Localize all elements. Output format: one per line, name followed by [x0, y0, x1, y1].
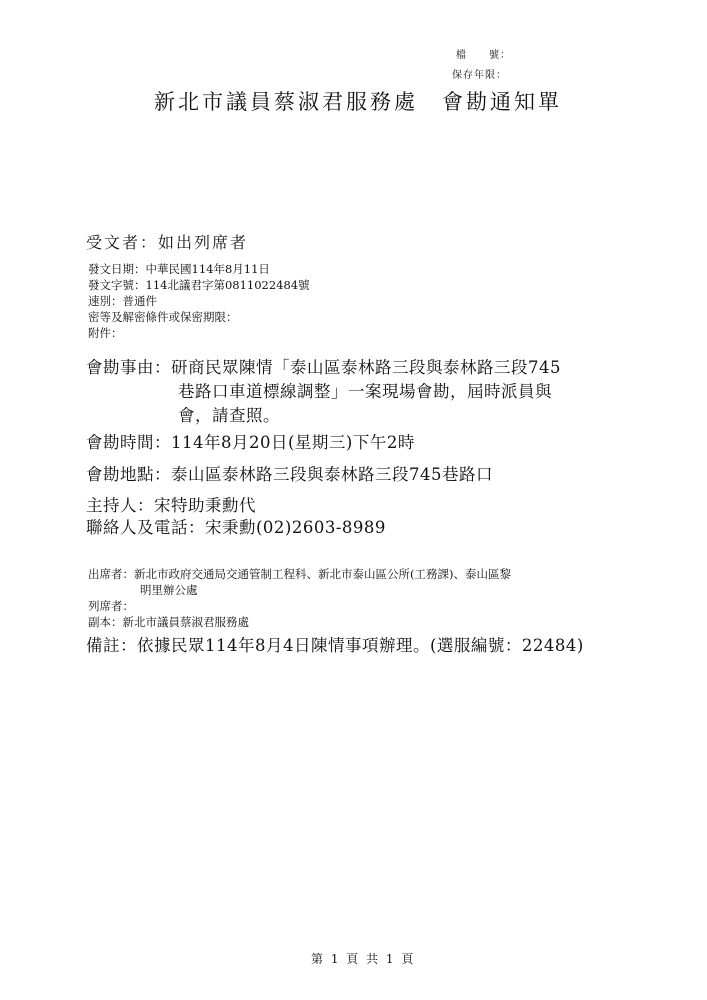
subject-label: 會勘事由：: [86, 358, 171, 377]
inspection-subject: [86, 356, 561, 428]
inspection-location: 會勘地點：泰山區泰林路三段與泰林路三段745巷路口: [86, 465, 493, 484]
subject-line-1: 研商民眾陳情「泰山區泰林路三段與泰林路三段745: [171, 358, 561, 377]
document-info: [88, 261, 310, 341]
file-number-label: 檔 號：: [456, 50, 511, 61]
document-title: 新北市議員蔡淑君服務處 會勘通知單: [154, 90, 562, 114]
remarks-line: 備註：依據民眾114年8月4日陳情事項辦理。(選服編號：22484): [86, 636, 584, 655]
delivery-speed: 速別：普通件: [88, 294, 157, 308]
copy-to-line: 副本：新北市議員蔡淑君服務處: [88, 615, 249, 629]
attendees-label: 出席者：: [88, 567, 134, 581]
recipient-line: 受文者：如出列席者: [86, 233, 249, 252]
host-line: 主持人：宋特助秉勳代: [86, 496, 256, 515]
attachment-line: 附件：: [88, 326, 123, 340]
page-footer: 第 1 頁 共 1 頁: [311, 952, 416, 966]
issue-date: 發文日期：中華民國114年8月11日: [88, 262, 270, 276]
subject-line-3: 會，請查照。: [178, 406, 280, 425]
security-level: 密等及解密條件或保密期限：: [88, 310, 238, 324]
inspection-time: 會勘時間：114年8月20日(星期三)下午2時: [86, 433, 415, 452]
attendees-line-1: 新北市政府交通局交通管制工程科、新北市泰山區公所(工務課)、泰山區黎: [134, 567, 511, 581]
observers-line: 列席者：: [88, 599, 134, 613]
attendees-block: [88, 566, 511, 630]
retention-period-label: 保存年限：: [452, 70, 507, 81]
contact-line: 聯絡人及電話：宋秉勳(02)2603-8989: [86, 518, 386, 537]
document-number: 發文字號：114北議君字第0811022484號: [88, 278, 310, 292]
attendees-line-2: 明里辦公處: [140, 583, 198, 597]
subject-line-2: 巷路口車道標線調整」一案現場會勘，屆時派員與: [178, 382, 552, 401]
